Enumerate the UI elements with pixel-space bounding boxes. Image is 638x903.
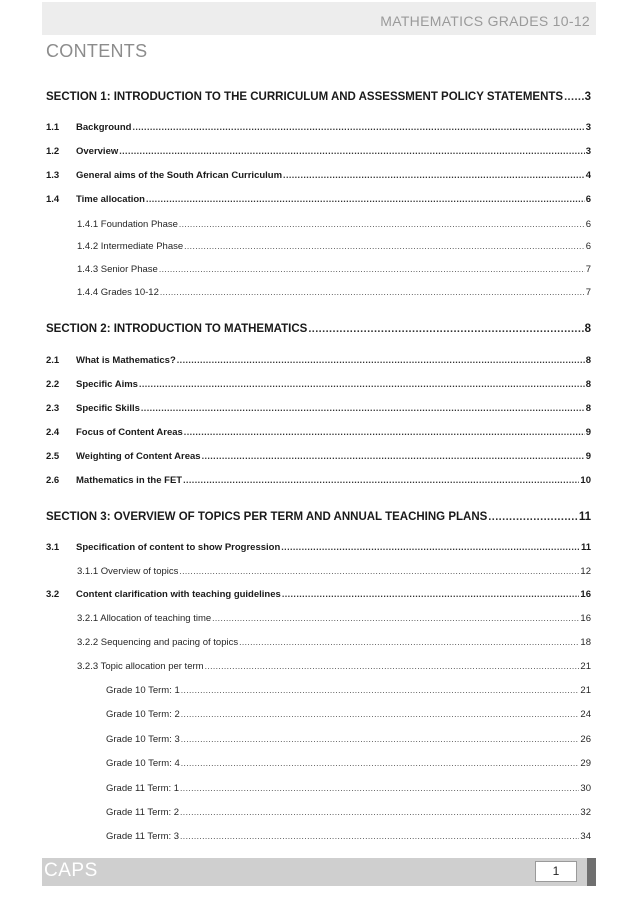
- toc-entry-page: 6: [585, 219, 591, 230]
- toc-entry-page: 9: [585, 451, 591, 462]
- dot-leader: [205, 661, 580, 671]
- footer-accent: [587, 858, 596, 886]
- dot-leader: [488, 511, 578, 523]
- dot-leader: [183, 475, 579, 485]
- toc-entry-number: 3.1: [46, 542, 60, 553]
- toc-entry-label: SECTION 3: OVERVIEW OF TOPICS PER TERM AND ANNUAL TEACHING PLANS: [46, 511, 488, 523]
- toc-entry-label: 3.2.2 Sequencing and pacing of topics: [77, 637, 239, 648]
- toc-entry-sub[interactable]: [46, 613, 591, 624]
- dot-leader: [308, 323, 583, 335]
- toc-entry-page: 21: [580, 685, 591, 696]
- contents-heading: CONTENTS: [46, 41, 148, 61]
- toc-entry-number: 2.1: [46, 355, 60, 366]
- dot-leader: [141, 403, 585, 413]
- dot-leader: [202, 451, 585, 461]
- document-title: MATHEMATICS GRADES 10-12: [380, 13, 590, 29]
- toc-entry-sub[interactable]: [46, 661, 591, 672]
- toc-entry-label: Specific Skills: [76, 403, 140, 414]
- toc-entry-page: 9: [585, 427, 591, 438]
- dot-leader: [160, 287, 585, 297]
- toc-entry-grade[interactable]: [46, 783, 591, 794]
- dot-leader: [180, 831, 579, 841]
- toc-entry-page: 11: [580, 542, 591, 553]
- dot-leader: [181, 685, 580, 695]
- toc-entry-main[interactable]: [46, 589, 591, 600]
- toc-entry-page: 30: [580, 783, 591, 794]
- toc-entry-label: Specification of content to show Progression: [76, 542, 281, 553]
- toc-entry-page: 7: [585, 264, 591, 275]
- toc-entry-section[interactable]: [46, 91, 591, 103]
- dot-leader: [281, 542, 580, 552]
- toc-entry-page: 32: [580, 807, 591, 818]
- toc-entry-main[interactable]: [46, 427, 591, 438]
- page-number: 1: [535, 861, 577, 882]
- toc-entry-page: 3: [585, 122, 591, 133]
- toc-entry-label: Grade 10 Term: 1: [106, 685, 180, 696]
- dot-leader: [159, 264, 585, 274]
- toc-entry-sub[interactable]: [46, 287, 591, 298]
- toc-entry-label: General aims of the South African Curriculum: [76, 170, 283, 181]
- dot-leader: [146, 194, 585, 204]
- dot-leader: [177, 355, 585, 365]
- toc-entry-label: Time allocation: [76, 194, 145, 205]
- toc-entry-grade[interactable]: [46, 758, 591, 769]
- toc-entry-label: What is Mathematics?: [76, 355, 176, 366]
- toc-entry-main[interactable]: [46, 170, 591, 181]
- toc-entry-number: 1.1: [46, 122, 60, 133]
- toc-entry-page: 21: [580, 661, 591, 672]
- toc-entry-label: 1.4.4 Grades 10-12: [77, 287, 159, 298]
- toc-entry-label: 3.2.1 Allocation of teaching time: [77, 613, 212, 624]
- toc-entry-page: 24: [580, 709, 591, 720]
- toc-entry-main[interactable]: [46, 355, 591, 366]
- dot-leader: [180, 807, 579, 817]
- toc-entry-page: 6: [585, 241, 591, 252]
- dot-leader: [181, 734, 580, 744]
- toc-entry-page: 10: [580, 475, 591, 486]
- toc-entry-label: Grade 11 Term: 1: [106, 783, 180, 794]
- toc-entry-label: 1.4.3 Senior Phase: [77, 264, 158, 275]
- dot-leader: [212, 613, 579, 623]
- toc-entry-page: 7: [585, 287, 591, 298]
- toc-entry-label: SECTION 1: INTRODUCTION TO THE CURRICULUM AND ASSESSMENT POLICY STATEMENTS: [46, 91, 564, 103]
- toc-entry-page: 6: [585, 194, 591, 205]
- toc-entry-sub[interactable]: [46, 219, 591, 230]
- toc-entry-main[interactable]: [46, 475, 591, 486]
- toc-entry-number: 2.3: [46, 403, 60, 414]
- toc-entry-number: 3.2: [46, 589, 60, 600]
- dot-leader: [239, 637, 579, 647]
- toc-entry-page: 11: [578, 511, 591, 523]
- toc-entry-sub[interactable]: [46, 264, 591, 275]
- toc-entry-label: Background: [76, 122, 132, 133]
- toc-entry-page: 34: [580, 831, 591, 842]
- dot-leader: [282, 589, 580, 599]
- toc-entry-page: 12: [580, 566, 591, 577]
- toc-entry-sub[interactable]: [46, 566, 591, 577]
- dot-leader: [179, 566, 579, 576]
- toc-entry-number: 1.2: [46, 146, 60, 157]
- toc-entry-number: 1.3: [46, 170, 60, 181]
- footer-caps-label: CAPS: [44, 860, 98, 881]
- toc-entry-grade[interactable]: [46, 709, 591, 720]
- toc-entry-label: Focus of Content Areas: [76, 427, 183, 438]
- toc-entry-label: Grade 10 Term: 4: [106, 758, 180, 769]
- toc-entry-grade[interactable]: [46, 734, 591, 745]
- toc-entry-grade[interactable]: [46, 685, 591, 696]
- toc-entry-label: Grade 11 Term: 3: [106, 831, 180, 842]
- toc-entry-label: Grade 11 Term: 2: [106, 807, 180, 818]
- toc-entry-label: Content clarification with teaching guidelines: [76, 589, 281, 600]
- toc-entry-main[interactable]: [46, 122, 591, 133]
- toc-entry-section[interactable]: [46, 511, 591, 523]
- toc-entry-main[interactable]: [46, 146, 591, 157]
- toc-entry-page: 8: [585, 403, 591, 414]
- dot-leader: [181, 758, 580, 768]
- toc-entry-label: 1.4.2 Intermediate Phase: [77, 241, 184, 252]
- toc-entry-grade[interactable]: [46, 831, 591, 842]
- toc-entry-label: 1.4.1 Foundation Phase: [77, 219, 178, 230]
- toc-entry-label: Grade 10 Term: 3: [106, 734, 180, 745]
- toc-entry-section[interactable]: [46, 323, 591, 335]
- toc-entry-page: 26: [580, 734, 591, 745]
- dot-leader: [132, 122, 584, 132]
- toc-entry-number: 2.4: [46, 427, 60, 438]
- toc-entry-main[interactable]: [46, 379, 591, 390]
- toc-entry-label: Weighting of Content Areas: [76, 451, 201, 462]
- dot-leader: [180, 783, 579, 793]
- toc-entry-page: 8: [585, 379, 591, 390]
- toc-entry-page: 16: [580, 613, 591, 624]
- toc-entry-main[interactable]: [46, 403, 591, 414]
- toc-entry-page: 8: [585, 355, 591, 366]
- dot-leader: [184, 427, 585, 437]
- toc-entry-main[interactable]: [46, 194, 591, 205]
- dot-leader: [179, 219, 585, 229]
- toc-entry-label: 3.1.1 Overview of topics: [77, 566, 179, 577]
- dot-leader: [181, 709, 580, 719]
- toc-entry-page: 3: [585, 146, 591, 157]
- toc-entry-label: Mathematics in the FET: [76, 475, 183, 486]
- toc-entry-label: Specific Aims: [76, 379, 138, 390]
- toc-entry-page: 29: [580, 758, 591, 769]
- toc-entry-page: 8: [584, 323, 591, 335]
- toc-entry-number: 2.5: [46, 451, 60, 462]
- dot-leader: [119, 146, 584, 156]
- toc-entry-sub[interactable]: [46, 241, 591, 252]
- toc-entry-main[interactable]: [46, 451, 591, 462]
- dot-leader: [564, 91, 584, 103]
- dot-leader: [184, 241, 585, 251]
- toc-entry-page: 18: [580, 637, 591, 648]
- toc-entry-grade[interactable]: [46, 807, 591, 818]
- toc-entry-page: 3: [584, 91, 591, 103]
- toc-entry-number: 1.4: [46, 194, 60, 205]
- toc-entry-label: Grade 10 Term: 2: [106, 709, 180, 720]
- dot-leader: [283, 170, 585, 180]
- toc-entry-sub[interactable]: [46, 637, 591, 648]
- footer-band: [42, 858, 587, 886]
- toc-entry-label: SECTION 2: INTRODUCTION TO MATHEMATICS: [46, 323, 308, 335]
- toc-entry-main[interactable]: [46, 542, 591, 553]
- toc-entry-page: 16: [580, 589, 591, 600]
- toc-entry-label: 3.2.3 Topic allocation per term: [77, 661, 204, 672]
- dot-leader: [139, 379, 585, 389]
- toc-entry-label: Overview: [76, 146, 119, 157]
- toc-entry-page: 4: [585, 170, 591, 181]
- toc-entry-number: 2.2: [46, 379, 60, 390]
- toc-entry-number: 2.6: [46, 475, 60, 486]
